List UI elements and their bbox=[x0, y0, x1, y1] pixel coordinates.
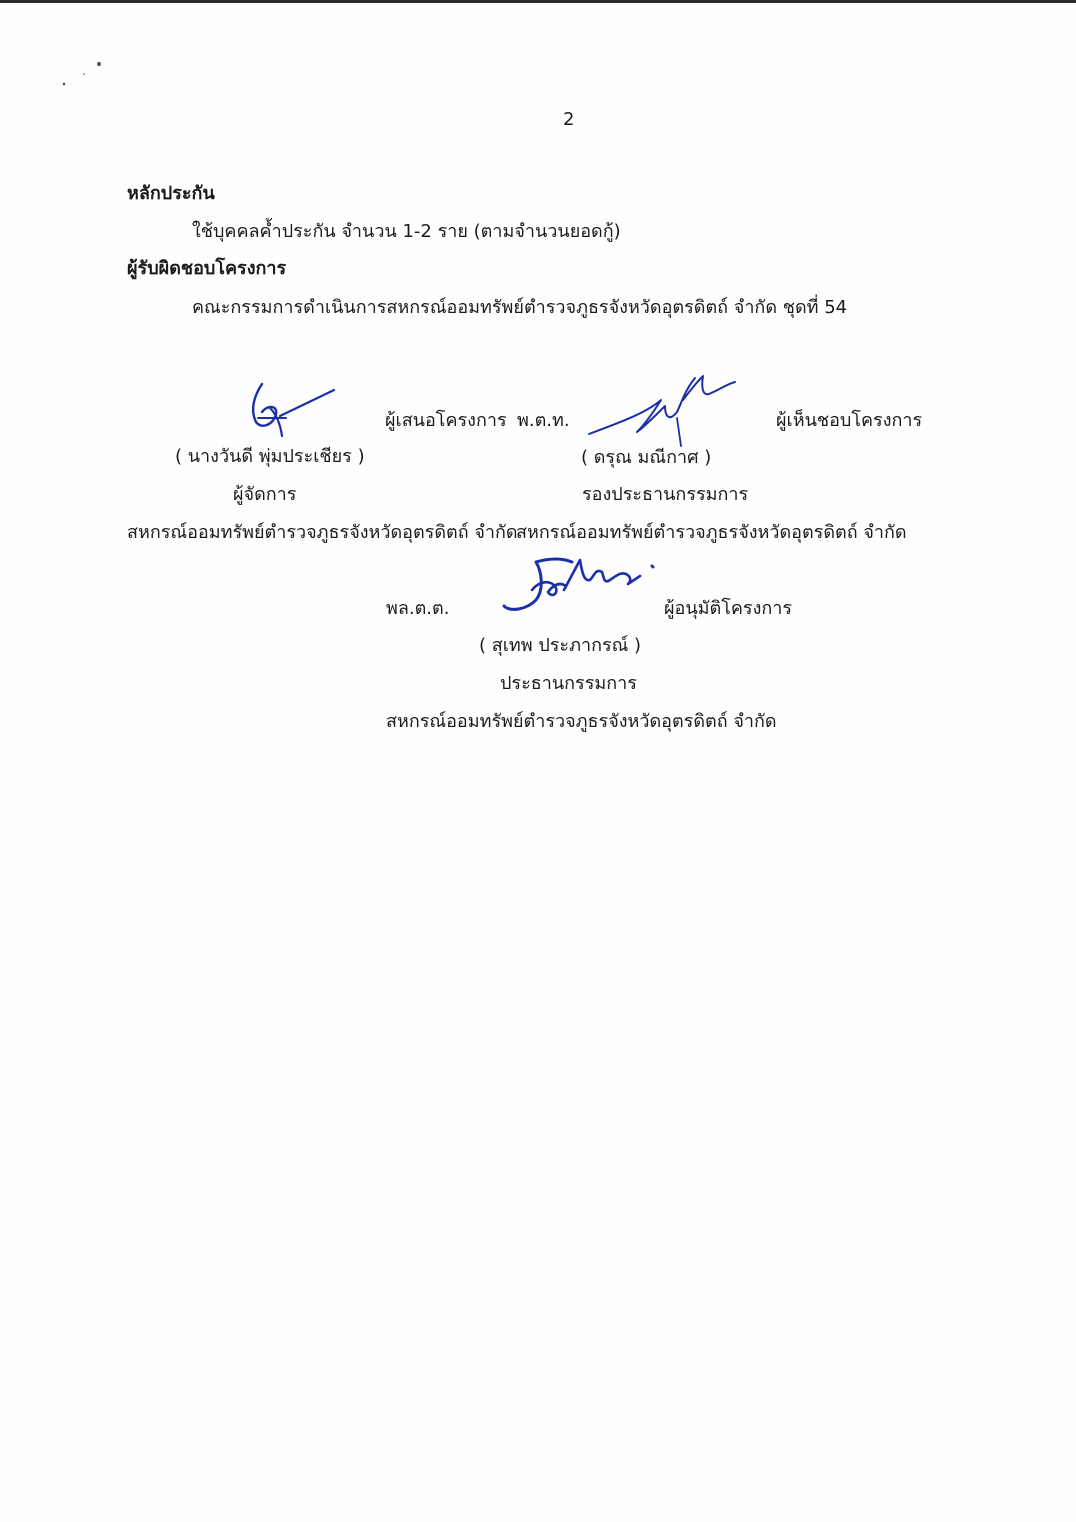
responsible-heading: ผู้รับผิดชอบโครงการ bbox=[127, 258, 287, 279]
collateral-text: ใช้บุคคลค้ำประกัน จำนวน 1-2 ราย (ตามจำนวนยอดกู้) bbox=[192, 221, 621, 242]
proposer-name: ( นางวันดี พุ่มประเชียร ) bbox=[175, 446, 365, 467]
approver-name: ( สุเทพ ประภากรณ์ ) bbox=[479, 635, 642, 656]
approver-signature bbox=[496, 550, 661, 616]
endorser-name: ( ดรุณ มณีกาศ ) bbox=[581, 447, 712, 468]
collateral-heading: หลักประกัน bbox=[127, 183, 215, 204]
proposer-role: ผู้เสนอโครงการ bbox=[385, 410, 507, 431]
scan-specks bbox=[55, 55, 115, 95]
proposer-org: สหกรณ์ออมทรัพย์ตำรวจภูธรจังหวัดอุตรดิตถ์ จำกัด bbox=[127, 522, 518, 543]
approver-rank: พล.ต.ต. bbox=[386, 598, 450, 619]
endorser-org: สหกรณ์ออมทรัพย์ตำรวจภูธรจังหวัดอุตรดิตถ์ จำกัด bbox=[516, 522, 907, 543]
scan-edge-line bbox=[0, 0, 1076, 3]
endorser-role: ผู้เห็นชอบโครงการ bbox=[776, 410, 923, 431]
page-number: 2 bbox=[563, 109, 575, 130]
approver-org: สหกรณ์ออมทรัพย์ตำรวจภูธรจังหวัดอุตรดิตถ์ จำกัด bbox=[386, 711, 777, 732]
endorser-signature bbox=[585, 370, 740, 448]
responsible-text: คณะกรรมการดำเนินการสหกรณ์ออมทรัพย์ตำรวจภูธรจังหวัดอุตรดิตถ์ จำกัด ชุดที่ 54 bbox=[192, 297, 848, 318]
proposer-position: ผู้จัดการ bbox=[233, 484, 297, 505]
endorser-position: รองประธานกรรมการ bbox=[582, 484, 749, 505]
endorser-rank: พ.ต.ท. bbox=[517, 410, 570, 431]
approver-position: ประธานกรรมการ bbox=[500, 673, 637, 694]
proposer-signature bbox=[240, 378, 340, 440]
approver-role: ผู้อนุมัติโครงการ bbox=[664, 598, 793, 619]
